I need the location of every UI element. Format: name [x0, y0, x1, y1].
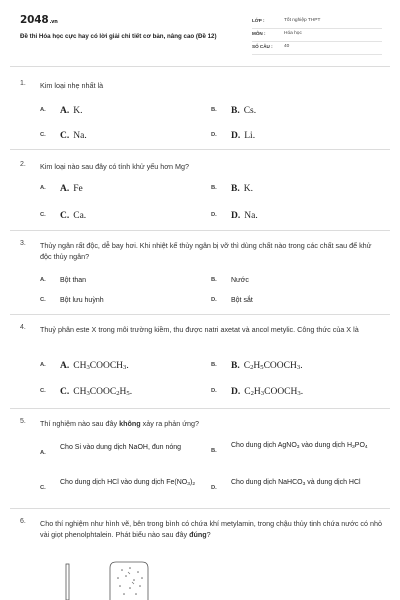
document-meta	[252, 16, 382, 55]
option-text: Bột sắt	[231, 297, 253, 304]
document-header	[20, 14, 382, 56]
question-text: Kim loại nào sau đây có tính khử yếu hơn Mg?	[40, 162, 189, 171]
question-number: 6.	[20, 518, 26, 525]
option-text: K.	[243, 184, 253, 194]
option-text: Fe	[73, 184, 83, 194]
question-text-part: Thí nghiệm nào sau đây	[40, 419, 120, 428]
option-prefix: C.	[60, 131, 70, 141]
option-text: Bột lưu huỳnh	[60, 297, 104, 304]
option-letter: B.	[211, 107, 217, 113]
option-letter: C.	[40, 388, 46, 394]
question-text: Thuỷ phân este X trong môi trường kiềm, thu được natri axetat và ancol metylic. Công thức của X là	[40, 325, 359, 334]
option-text: $CH_3COOC_2H_5$.	[73, 387, 133, 397]
divider	[10, 66, 390, 67]
question-text-part: ?	[206, 530, 211, 539]
option-text: Bột than	[60, 277, 87, 284]
option-text: Cho dung dịch NaHCO$_3$ và dung dịch HCl	[231, 479, 361, 487]
option-text: Cho dung dịch AgNO$_3$ vào dung dịch $H_3PO_4$	[231, 442, 368, 450]
option-letter: D.	[211, 132, 217, 138]
question-text-emphasis: đúng	[189, 530, 207, 539]
divider	[10, 149, 390, 150]
option-letter: B.	[211, 362, 217, 368]
meta-count-value: 40	[284, 44, 290, 49]
option-letter: B.	[211, 185, 217, 191]
option-letter: D.	[211, 212, 217, 218]
option-prefix: B.	[231, 361, 240, 371]
question-number: 5.	[20, 418, 26, 425]
option-prefix: A.	[60, 184, 70, 194]
meta-class	[252, 16, 382, 29]
question-number: 3.	[20, 240, 26, 247]
question-text	[40, 518, 382, 540]
option-text: Cs.	[243, 106, 257, 116]
option-prefix: A.	[60, 361, 70, 371]
option-prefix: D.	[231, 387, 241, 397]
site-logo[interactable]	[20, 14, 58, 26]
option-text: Na.	[244, 211, 258, 221]
gas-molecules	[117, 567, 143, 595]
question-number: 1.	[20, 80, 26, 87]
option-letter: B.	[211, 448, 217, 454]
option-text: Nước	[231, 277, 249, 284]
option-letter: A.	[40, 450, 46, 456]
experiment-figure	[60, 560, 160, 600]
meta-class-label: LỚP :	[252, 18, 265, 23]
option-prefix: D.	[231, 131, 241, 141]
option-letter: C.	[40, 212, 46, 218]
option-letter: D.	[211, 297, 217, 303]
option-letter: C.	[40, 485, 46, 491]
logo-suffix: .vn	[49, 19, 58, 25]
option-letter: A.	[40, 107, 46, 113]
logo-main: 2048	[20, 14, 49, 26]
option-text: Cho dung dịch HCl vào dung dịch $Fe(NO_3)_2$	[60, 479, 196, 487]
meta-class-value: Tốt nghiệp THPT	[284, 18, 321, 23]
option-letter: A.	[40, 185, 46, 191]
question-text-emphasis: không	[119, 419, 141, 428]
option-letter: C.	[40, 132, 46, 138]
option-letter: B.	[211, 277, 217, 283]
option-text: Cho Si vào dung dịch NaOH, đun nóng	[60, 444, 182, 451]
option-text: $C_2H_3COOCH_3$.	[244, 387, 304, 397]
option-letter: D.	[211, 388, 217, 394]
divider	[10, 508, 390, 509]
option-letter: A.	[40, 277, 46, 283]
divider	[10, 230, 390, 231]
glass-tube	[66, 564, 69, 600]
question-text: Kim loại nhẹ nhất là	[40, 81, 104, 90]
question-text-part: Cho thí nghiệm như hình vẽ, bên trong bình có chứa khí metylamin, trong chậu thủy tinh chứa nước có nhỏ vài giọt phenolphtalein. Phát biểu nào sau đây	[40, 519, 383, 539]
divider	[10, 314, 390, 315]
option-letter: C.	[40, 297, 46, 303]
question-text-part: xảy ra phản ứng?	[140, 419, 200, 428]
option-text: Ca.	[73, 211, 87, 221]
question-number: 4.	[20, 324, 26, 331]
divider	[10, 408, 390, 409]
option-text: Na.	[73, 131, 87, 141]
meta-subject-value: Hóa học	[284, 31, 302, 36]
option-text: K.	[73, 106, 83, 116]
meta-count	[252, 42, 382, 55]
flask	[110, 562, 148, 600]
option-text: $C_2H_5COOCH_3$.	[243, 361, 303, 371]
option-prefix: D.	[231, 211, 241, 221]
option-prefix: C.	[60, 387, 70, 397]
document-title: Đề thi Hóa học cực hay có lời giải chi tiết cơ bản, nâng cao (Đề 12)	[20, 33, 217, 40]
option-prefix: C.	[60, 211, 70, 221]
meta-subject-label: MÔN :	[252, 31, 266, 36]
question-text	[40, 418, 382, 429]
question-number: 2.	[20, 161, 26, 168]
option-prefix: B.	[231, 106, 240, 116]
gas-arrows	[128, 572, 134, 584]
meta-count-label: SỐ CÂU :	[252, 44, 273, 49]
option-prefix: A.	[60, 106, 70, 116]
option-letter: A.	[40, 362, 46, 368]
question-text: Thủy ngân rất độc, dễ bay hơi. Khi nhiệt kế thủy ngân bị vỡ thì dùng chất nào trong các chất sau để khử độc thủy ngân?	[40, 241, 372, 261]
meta-subject	[252, 29, 382, 42]
option-letter: D.	[211, 485, 217, 491]
option-text: Li.	[244, 131, 256, 141]
option-prefix: B.	[231, 184, 240, 194]
option-text: $CH_3COOCH_3$.	[73, 361, 129, 371]
